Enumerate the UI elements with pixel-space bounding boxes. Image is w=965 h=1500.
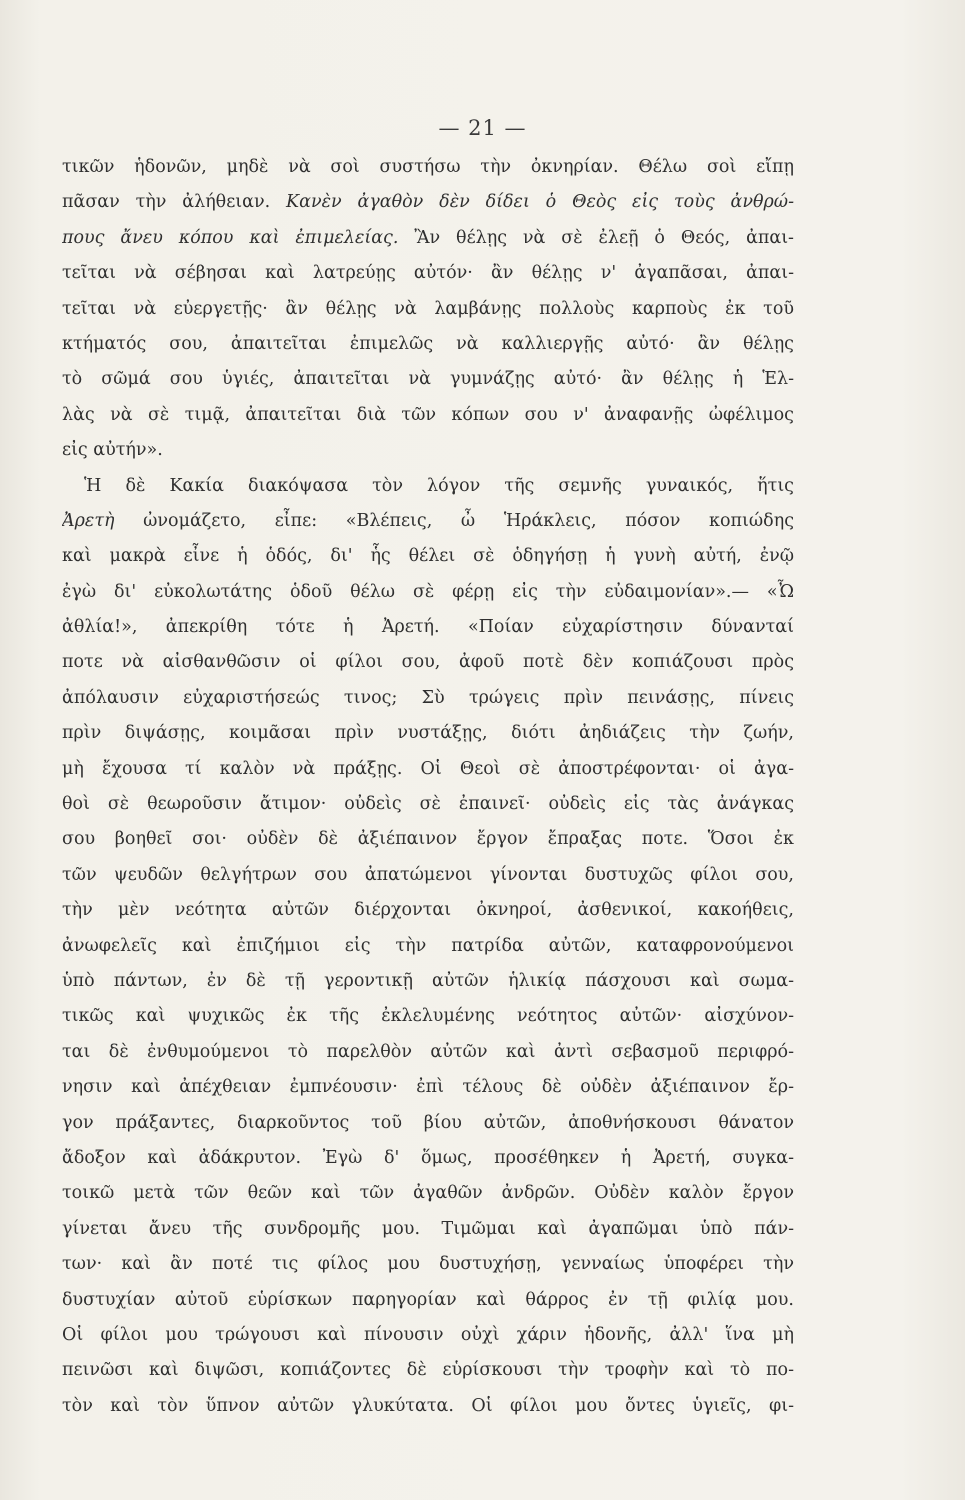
text-line: τικῶν ἡδονῶν, μηδὲ νὰ σοὶ συστήσω τὴν ὀκνηρίαν. Θέλω σοὶ εἴπῃ (62, 157, 794, 177)
text-line (62, 221, 794, 256)
text-line: τὴν μὲν νεότητα αὐτῶν διέρχονται ὀκνηροί, ἀσθενικοί, κακοήθεις, (62, 900, 794, 921)
text-line: γον πράξαντες, διαρκοῦντος τοῦ βίου αὐτῶν, ἀποθνήσκουσι θάνατον (62, 1112, 794, 1133)
text-line (62, 185, 794, 220)
text-line: κτήματός σου, ἀπαιτεῖται ἐπιμελῶς νὰ καλλιεργῇς αὐτό· ἂν θέλῃς (62, 333, 794, 354)
text-line: των· καὶ ἂν ποτέ τις φίλος μου δυστυχήσῃ, γενναίως ὑποφέρει τὴν (62, 1254, 794, 1275)
text-line: τικῶς καὶ ψυχικῶς ἐκ τῆς ἐκλελυμένης νεότητος αὐτῶν· αἰσχύνον- (62, 1006, 794, 1027)
text-line (62, 504, 794, 539)
text-line: τεῖται νὰ εὐεργετῇς· ἂν θέλῃς νὰ λαμβάνῃς πολλοὺς καρποὺς ἐκ τοῦ (62, 298, 794, 319)
text-line: ἄδοξον καὶ ἀδάκρυτον. Ἐγὼ δ' ὅμως, προσέθηκεν ἡ Ἀρετή, συγκα- (62, 1147, 794, 1168)
italic-text: πους ἄνευ κόπου καὶ ἐπιμελείας. (62, 227, 399, 248)
text-line: τὸ σῶμά σου ὑγιές, ἀπαιτεῖται νὰ γυμνάζῃς αὐτό· ἂν θέλῃς ἡ Ἑλ- (62, 369, 794, 390)
text-line: νησιν καὶ ἀπέχθειαν ἐμπνέουσιν· ἐπὶ τέλους δὲ οὐδὲν ἀξιέπαινον ἔρ- (62, 1077, 794, 1098)
text-line: καὶ μακρὰ εἶνε ἡ ὁδός, δι' ἧς θέλει σὲ ὁδηγήσῃ ἡ γυνὴ αὐτή, ἐνῷ (62, 546, 794, 567)
text-line: ποτε νὰ αἰσθανθῶσιν οἱ φίλοι σου, ἀφοῦ ποτὲ δὲν κοπιάζουσι πρὸς (62, 652, 794, 673)
text-line: πεινῶσι καὶ διψῶσι, κοπιάζοντες δὲ εὑρίσκουσι τὴν τροφὴν καὶ τὸ πο- (62, 1360, 794, 1381)
text-line: εἰς αὐτήν». (62, 440, 163, 461)
text-line: ἀνωφελεῖς καὶ ἐπιζήμιοι εἰς τὴν πατρίδα αὐτῶν, καταφρονούμενοι (62, 935, 794, 956)
text-line: ται δὲ ἐνθυμούμενοι τὸ παρελθὸν αὐτῶν καὶ ἀντὶ σεβασμοῦ περιφρό- (62, 1041, 794, 1062)
text-line: τοικῶ μετὰ τῶν θεῶν καὶ τῶν ἀγαθῶν ἀνδρῶν. Οὐδὲν καλὸν ἔργον (62, 1183, 794, 1204)
text-line: ἀθλία!», ἀπεκρίθη τότε ἡ Ἀρετή. «Ποίαν εὐχαρίστησιν δύνανταί (62, 617, 794, 638)
text-line: μὴ ἔχουσα τί καλὸν νὰ πράξῃς. Οἱ Θεοὶ σὲ ἀποστρέφονται· οἱ ἀγα- (62, 758, 794, 779)
body-text (62, 150, 794, 1424)
text-line: Ἡ δὲ Κακία διακόψασα τὸν λόγον τῆς σεμνῆς γυναικός, ἥτις (84, 475, 794, 496)
text-line: ἐγὼ δι' εὐκολωτάτης ὁδοῦ θέλω σὲ φέρῃ εἰς τὴν εὐδαιμονίαν».— «Ὦ (62, 581, 794, 602)
text-line: γίνεται ἄνευ τῆς συνδρομῆς μου. Τιμῶμαι καὶ ἀγαπῶμαι ὑπὸ πάν- (62, 1218, 794, 1239)
text-segment: πᾶσαν τὴν ἀλήθειαν. (62, 192, 287, 213)
page-number: — 21 — (438, 116, 527, 140)
text-line: θοὶ σὲ θεωροῦσιν ἄτιμον· οὐδεὶς σὲ ἐπαινεῖ· οὐδεὶς εἰς τὰς ἀνάγκας (62, 794, 794, 815)
italic-text: Ἀρετὴ (62, 510, 115, 531)
text-line: ἀπόλαυσιν εὐχαριστήσεώς τινος; Σὺ τρώγεις πρὶν πεινάσῃς, πίνεις (62, 687, 794, 708)
text-segment: ὠνομάζετο, εἶπε: «Βλέπεις, ὦ Ἡράκλεις, πόσον κοπιώδης (114, 510, 794, 531)
italic-text: Κανὲν ἀγαθὸν δὲν δίδει ὁ Θεὸς εἰς τοὺς ἀνθρώ- (286, 192, 794, 213)
text-line: πρὶν διψάσῃς, κοιμᾶσαι πρὶν νυστάξῃς, διότι ἀηδιάζεις τὴν ζωήν, (62, 723, 794, 744)
text-line: λὰς νὰ σὲ τιμᾷ, ἀπαιτεῖται διὰ τῶν κόπων σου ν' ἀναφανῇς ὠφέλιμος (62, 404, 794, 425)
text-line: τῶν ψευδῶν θελγήτρων σου ἀπατώμενοι γίνονται δυστυχῶς φίλοι σου, (62, 864, 794, 885)
text-line: ὑπὸ πάντων, ἐν δὲ τῇ γεροντικῇ αὐτῶν ἡλικίᾳ πάσχουσι καὶ σωμα- (62, 970, 794, 991)
text-line: σου βοηθεῖ σοι· οὐδὲν δὲ ἀξιέπαινον ἔργον ἔπραξας ποτε. Ὅσοι ἐκ (62, 829, 794, 850)
text-line: δυστυχίαν αὐτοῦ εὑρίσκων παρηγορίαν καὶ θάρρος ἐν τῇ φιλίᾳ μου. (62, 1289, 794, 1310)
text-line: Οἱ φίλοι μου τρώγουσι καὶ πίνουσιν οὐχὶ χάριν ἡδονῆς, ἀλλ' ἵνα μὴ (62, 1324, 794, 1345)
text-line: τεῖται νὰ σέβησαι καὶ λατρεύῃς αὐτόν· ἂν θέλῃς ν' ἀγαπᾶσαι, ἀπαι- (62, 263, 794, 284)
text-line: τὸν καὶ τὸν ὕπνον αὐτῶν γλυκύτατα. Οἱ φίλοι μου ὄντες ὑγιεῖς, φι- (62, 1395, 794, 1416)
text-segment: Ἂν θέλῃς νὰ σὲ ἐλεῇ ὁ Θεός, ἀπαι- (398, 227, 794, 248)
